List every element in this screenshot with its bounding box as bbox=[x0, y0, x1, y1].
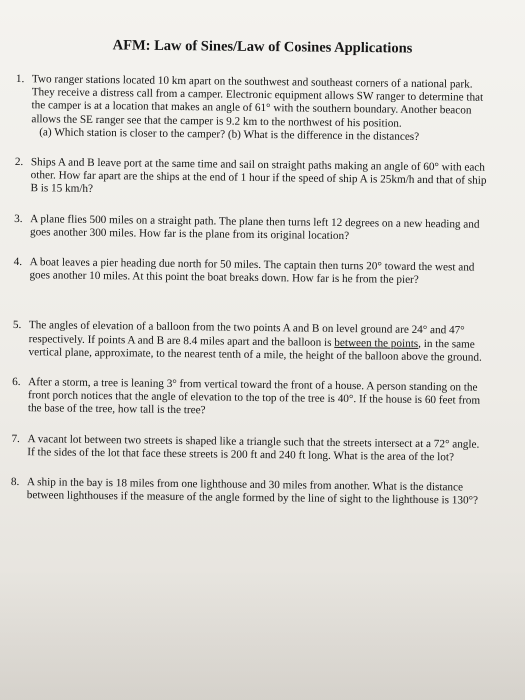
question-subparts: (a) Which station is closer to the camper? (b) What is the difference in the distances? bbox=[39, 126, 420, 143]
underlined-phrase: between the points bbox=[334, 336, 419, 350]
question-number: 8. bbox=[10, 476, 20, 489]
question-number: 3. bbox=[14, 212, 23, 225]
question-7 bbox=[11, 433, 489, 465]
question-text: A boat leaves a pier heading due north for 50 miles. The captain then turns 20° toward the west and goes another 10 miles. At this point the boat breaks down. How far is he from the pier? bbox=[29, 256, 475, 287]
question-number: 4. bbox=[13, 256, 23, 269]
question-8 bbox=[11, 476, 489, 508]
question-number: 6. bbox=[12, 376, 21, 389]
question-body: Two ranger stations located 10 km apart on the southwest and southeast corners of a national park. They receive a distress call from a camper. Electronic equipment allows SW ranger to determine that the camper is at a location that makes an angle of 61° with the southern boundary. Another beacon allows the SE ranger see that the camper is 9.2 km to the northwest of his position. bbox=[31, 73, 484, 130]
question-2 bbox=[14, 156, 492, 201]
question-text bbox=[31, 73, 494, 145]
question-text bbox=[28, 320, 490, 365]
question-number: 1. bbox=[15, 72, 25, 86]
question-text-part: , in the same vertical plane, approximate, to the nearest tenth of a mile, the height of the balloon above the ground. bbox=[28, 337, 482, 364]
question-text: A ship in the bay is 18 miles from one lighthouse and 30 miles from another. What is the distance between lighthouses if the measure of the angle formed by the line of sight to the lighthouse is 130°? bbox=[26, 476, 479, 507]
question-text: Ships A and B leave port at the same time and sail on straight paths making an angle of 60° with each other. How far apart are the ships at the end of 1 hour if the speed of ship A is 25km/h and that of ship B is 15 km/h? bbox=[30, 156, 487, 196]
question-3 bbox=[14, 213, 492, 245]
worksheet-title: AFM: Law of Sines/Law of Cosines Applications bbox=[112, 37, 413, 57]
question-text-part: The angles of elevation of a balloon from the two points A and B on level ground are 24° and 47° respectively. If points A and B are 8.4 miles apart and the balloon is bbox=[28, 319, 465, 349]
question-1 bbox=[15, 73, 494, 145]
question-5 bbox=[12, 319, 490, 364]
question-text: A plane flies 500 miles on a straight path. The plane then turns left 12 degrees on a new heading and goes another 300 miles. How far is the plane from its original location? bbox=[29, 212, 480, 242]
question-4 bbox=[13, 256, 491, 288]
question-number: 7. bbox=[11, 432, 20, 445]
question-text: After a storm, a tree is leaning 3° from vertical toward the front of a house. A person standing on the front porch notices that the angle of elevation to the top of the tree is 40°. If the house is 60 feet from the base of the tree, how tall is the tree? bbox=[27, 376, 481, 417]
question-6 bbox=[12, 376, 490, 421]
question-text: A vacant lot between two streets is shaped like a triangle such that the streets intersect at a 72° angle. If the sides of the lot that face these streets is 200 ft and 240 ft long. What is the area of the lot? bbox=[27, 432, 480, 464]
question-list bbox=[11, 70, 494, 508]
page-shadow bbox=[0, 570, 525, 700]
question-number: 2. bbox=[14, 156, 24, 169]
question-number: 5. bbox=[12, 319, 22, 332]
